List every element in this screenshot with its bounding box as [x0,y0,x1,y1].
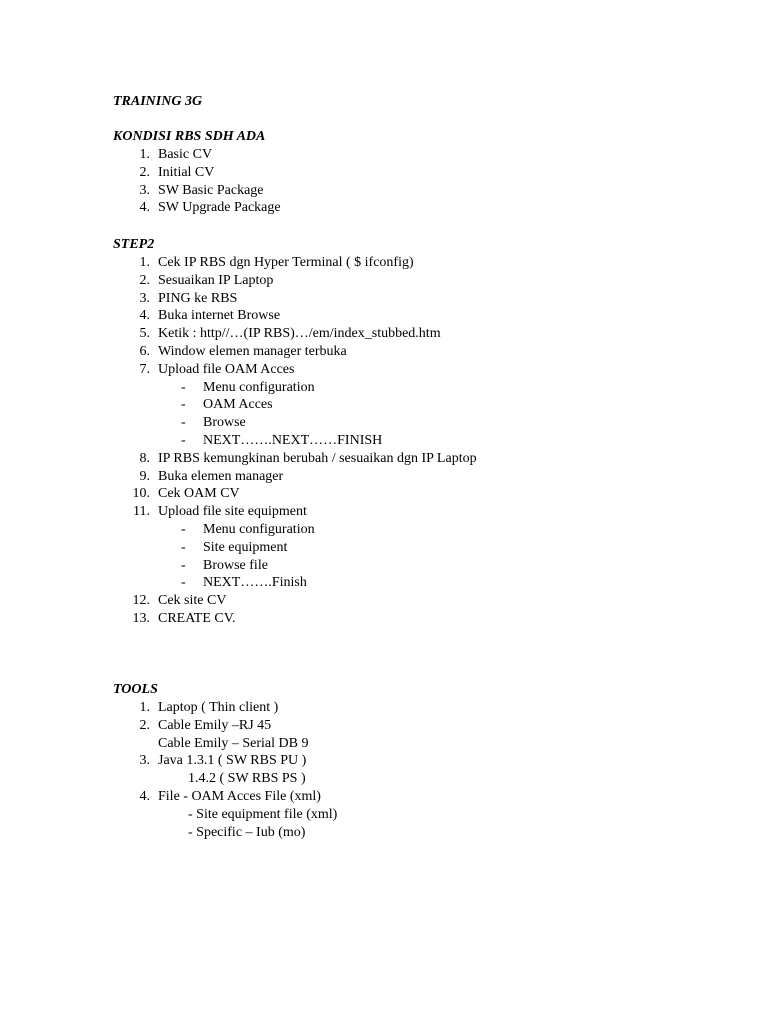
list-item-number: 5. [139,326,150,342]
list-item-number: 7. [139,361,150,377]
list-item-number: 6. [139,343,150,359]
list-item-number: 4. [139,200,150,216]
list-item-text: Browse file [203,557,268,573]
list-bullet-dash: - [181,557,186,573]
list-item [0,254,768,272]
list-item [0,735,768,753]
list-bullet-dash: - [181,415,186,431]
list-item-text: - Site equipment file (xml) [188,806,338,822]
list-kondisi [0,146,768,217]
list-bullet-dash: - [181,575,186,591]
list-item [0,146,768,164]
list-item [0,414,768,432]
list-item-text: PING ke RBS [158,290,238,306]
list-item [0,450,768,468]
list-bullet-dash: - [181,397,186,413]
list-item [0,521,768,539]
list-item [0,557,768,575]
list-item [0,610,768,628]
list-item-text: File - OAM Acces File (xml) [158,788,321,804]
list-item [0,824,768,842]
section-heading-tools: TOOLS [113,682,158,697]
section-heading-kondisi: KONDISI RBS SDH ADA [113,129,266,144]
list-item [0,770,768,788]
list-item-number: 10. [132,486,150,502]
list-item-text: Cek OAM CV [158,486,240,502]
list-item-text: Cable Emily – Serial DB 9 [158,735,309,751]
list-item [0,432,768,450]
list-item [0,752,768,770]
list-item-text: Menu configuration [203,379,315,395]
list-item-number: 2. [139,164,150,180]
list-item-number: 4. [139,308,150,324]
list-tools [0,699,768,841]
list-item-text: Java 1.3.1 ( SW RBS PU ) [158,753,307,769]
list-item [0,485,768,503]
list-item-number: 8. [139,450,150,466]
list-item-number: 2. [139,272,150,288]
list-item-number: 2. [139,717,150,733]
list-item-text: Menu configuration [203,521,315,537]
list-bullet-dash: - [181,432,186,448]
list-item-text: Buka internet Browse [158,308,281,324]
list-step2 [0,254,768,628]
list-item-text: Upload file site equipment [158,504,307,520]
list-item-text: 1.4.2 ( SW RBS PS ) [188,771,306,787]
document-title: TRAINING 3G [113,94,203,109]
list-item-text: SW Basic Package [158,182,264,198]
section-heading-step2: STEP2 [113,237,155,252]
list-item-text: NEXT…….Finish [203,575,307,591]
list-item [0,717,768,735]
list-item-text: Initial CV [158,164,215,180]
list-item [0,164,768,182]
list-item [0,592,768,610]
list-item-text: - Specific – Iub (mo) [188,824,306,840]
list-item-text: Cable Emily –RJ 45 [158,717,272,733]
list-item-number: 13. [132,610,150,626]
list-item [0,290,768,308]
list-item-number: 1. [139,147,150,162]
list-item-text: IP RBS kemungkinan berubah / sesuaikan dgn IP Laptop [158,450,477,466]
list-item-number: 12. [132,593,150,609]
list-item [0,574,768,592]
list-item-number: 3. [139,753,150,769]
list-item-text: Cek site CV [158,593,227,609]
list-item [0,182,768,200]
list-item-text: Buka elemen manager [158,468,284,484]
list-item-number: 3. [139,290,150,306]
list-item-text: CREATE CV. [158,610,236,626]
list-item [0,396,768,414]
list-item-number: 4. [139,788,150,804]
list-item-text: NEXT…….NEXT……FINISH [203,432,383,448]
list-item [0,699,768,717]
list-item [0,468,768,486]
list-item [0,343,768,361]
list-item [0,379,768,397]
list-item-text: Ketik : http//…(IP RBS)…/em/index_stubbed.htm [158,326,441,342]
list-item-text: Sesuaikan IP Laptop [158,272,274,288]
list-item [0,325,768,343]
list-item-text: OAM Acces [203,397,273,413]
list-item-text: Basic CV [158,147,213,162]
list-item [0,307,768,325]
list-item-number: 1. [139,255,150,270]
list-item-text: Cek IP RBS dgn Hyper Terminal ( $ ifconfig) [158,255,414,270]
list-item [0,806,768,824]
list-item [0,361,768,379]
list-item-number: 1. [139,700,150,715]
list-bullet-dash: - [181,539,186,555]
list-bullet-dash: - [181,379,186,395]
list-item-number: 9. [139,468,150,484]
list-item-number: 11. [133,504,150,520]
list-item-text: Browse [203,415,246,431]
list-item [0,272,768,290]
list-bullet-dash: - [181,521,186,537]
list-item-text: Upload file OAM Acces [158,361,295,377]
list-item-text: Window elemen manager terbuka [158,343,347,359]
list-item-number: 3. [139,182,150,198]
list-item-text: Laptop ( Thin client ) [158,700,279,715]
list-item-text: Site equipment [203,539,288,555]
list-item-text: SW Upgrade Package [158,200,281,216]
list-item [0,539,768,557]
list-item [0,788,768,806]
list-item [0,199,768,217]
list-item [0,503,768,521]
